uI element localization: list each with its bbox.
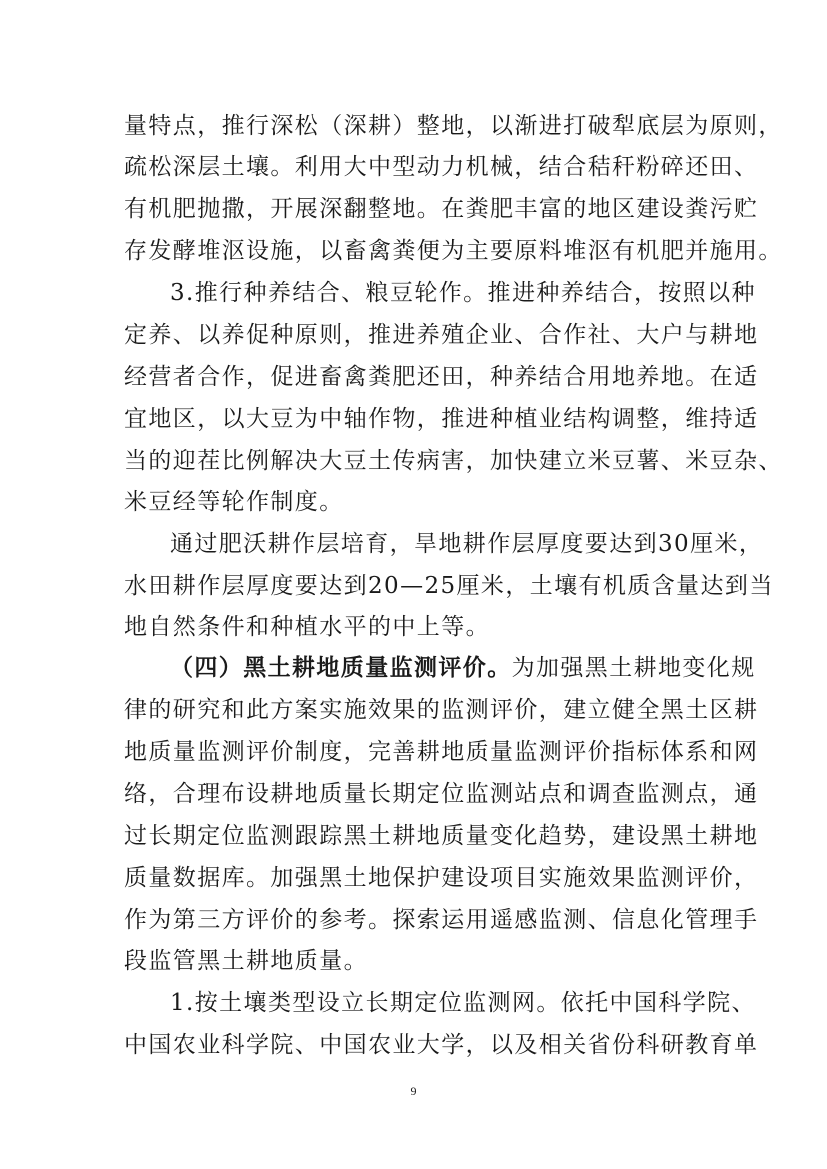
text-line: 络，合理布设耕地质量长期定位监测站点和调查监测点，通: [124, 781, 759, 807]
text-span: 为加强黑土耕地变化规: [511, 655, 756, 681]
section-heading: （四）黑土耕地质量监测评价。: [170, 654, 512, 681]
text-line: 米豆经等轮作制度。: [124, 489, 344, 515]
page-number: 9: [410, 1084, 417, 1098]
text-line: 3.推行种养结合、粮豆轮作。推进种养结合，按照以种: [170, 280, 756, 306]
text-line: [0, 648, 827, 688]
text-line: 存发酵堆沤设施，以畜禽粪便为主要原料堆沤有机肥并施用。: [124, 238, 783, 264]
text-line: 过长期定位监测跟踪黑土耕地质量变化趋势，建设黑土耕地: [124, 823, 759, 849]
text-line: 疏松深层土壤。利用大中型动力机械，结合秸秆粉碎还田、: [124, 154, 759, 180]
text-line: 段监管黑土耕地质量。: [124, 948, 368, 974]
text-line: 经营者合作，促进畜禽粪肥还田，种养结合用地养地。在适: [124, 364, 759, 390]
text-line: 通过肥沃耕作层培育，旱地耕作层厚度要达到30厘米，: [170, 531, 764, 557]
text-line: 地自然条件和种植水平的中上等。: [124, 614, 490, 640]
text-line: 地质量监测评价制度，完善耕地质量监测评价指标体系和网: [124, 739, 759, 765]
text-line: 定养、以养促种原则，推进养殖企业、合作社、大户与耕地: [124, 322, 759, 348]
text-line: 律的研究和此方案实施效果的监测评价，建立健全黑土区耕: [124, 697, 759, 723]
text-line: 质量数据库。加强黑土地保护建设项目实施效果监测评价，: [124, 865, 759, 891]
text-line: 当的迎茬比例解决大豆土传病害，加快建立米豆薯、米豆杂、: [124, 448, 783, 474]
text-line: 作为第三方评价的参考。探索运用遥感监测、信息化管理手: [124, 907, 759, 933]
text-line: 中国农业科学院、中国农业大学，以及相关省份科研教育单: [124, 1032, 759, 1058]
text-line: 宜地区，以大豆为中轴作物，推进种植业结构调整，维持适: [124, 406, 759, 432]
text-line: 水田耕作层厚度要达到20—25厘米，土壤有机质含量达到当: [124, 573, 774, 599]
text-line: 有机肥抛撒，开展深翻整地。在粪肥丰富的地区建设粪污贮: [124, 196, 759, 222]
text-line: 量特点，推行深松（深耕）整地，以渐进打破犁底层为原则，: [124, 113, 783, 139]
text-line: 1.按土壤类型设立长期定位监测网。依托中国科学院、: [170, 990, 756, 1016]
